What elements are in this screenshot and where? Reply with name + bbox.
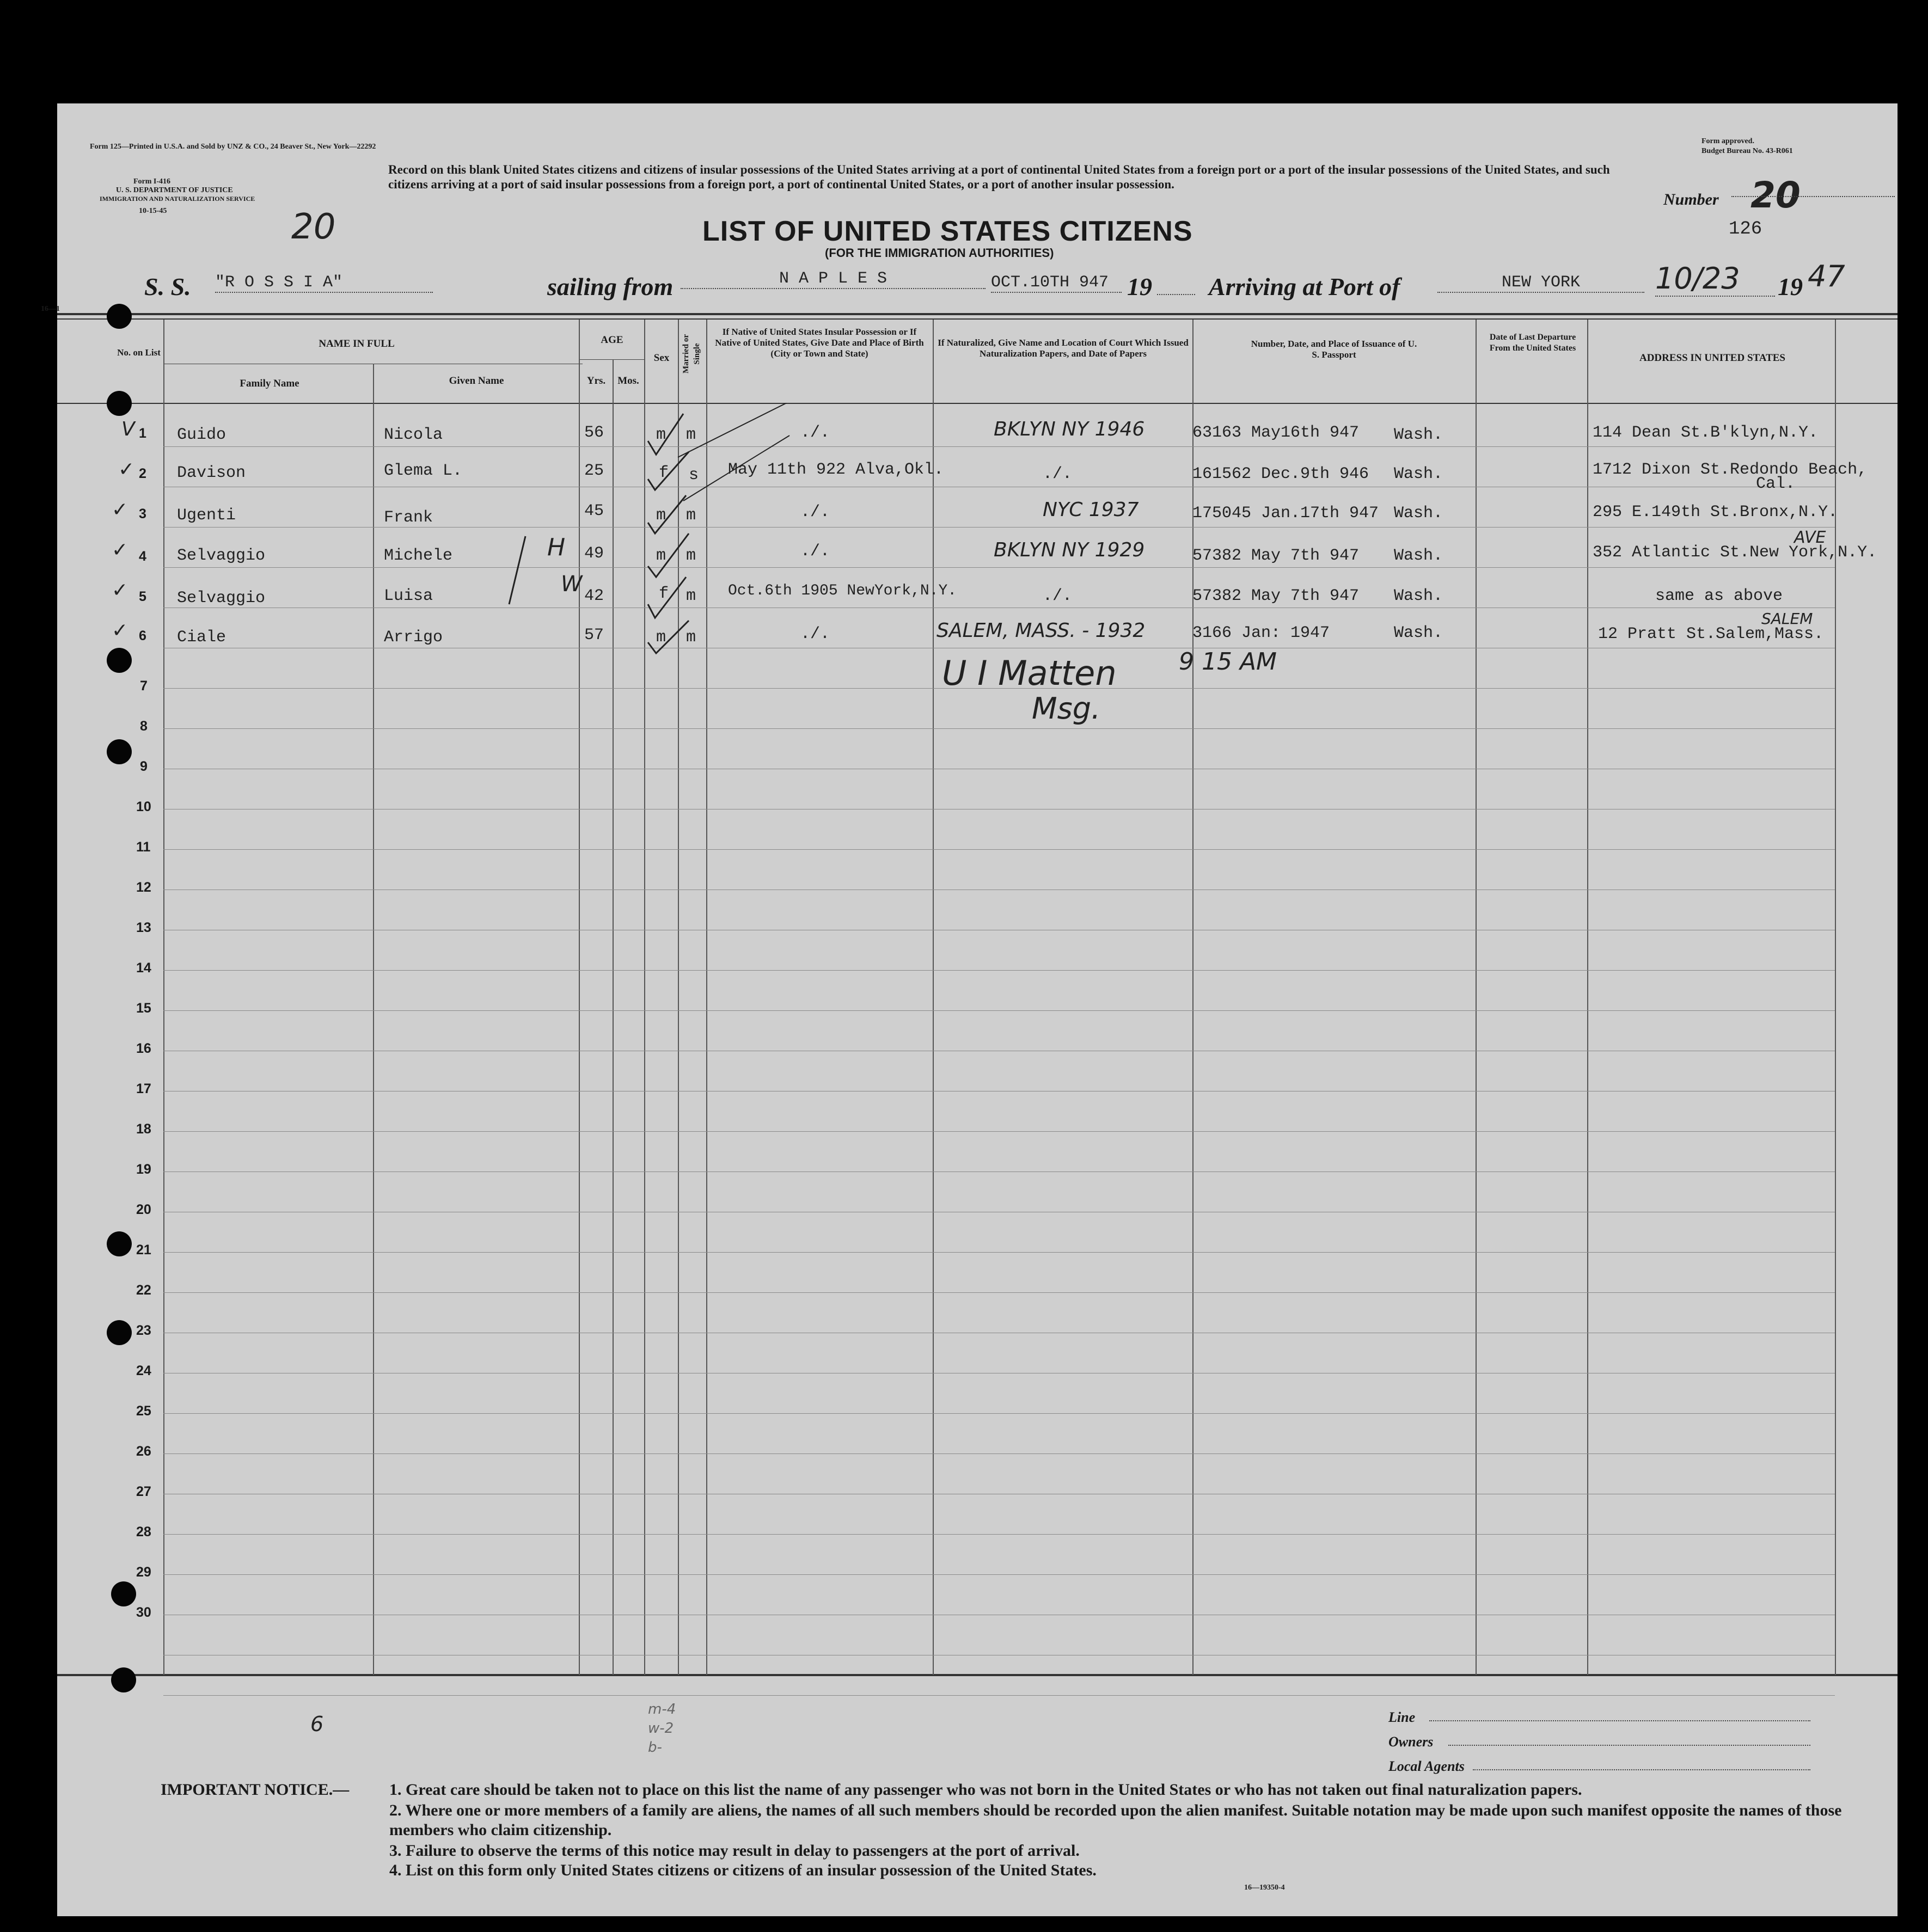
col-header-yrs: Yrs. xyxy=(586,375,606,387)
passport-place: Wash. xyxy=(1394,587,1443,605)
line-label: Line xyxy=(1388,1709,1416,1725)
row-number: 16 xyxy=(136,1041,151,1056)
row-number: 28 xyxy=(136,1524,151,1540)
family-name: Ciale xyxy=(177,628,227,647)
row-rule xyxy=(163,1292,1835,1293)
page-title: LIST OF UNITED STATES CITIZENS xyxy=(702,216,1193,247)
row-number: 21 xyxy=(136,1242,151,1258)
row-number: 11 xyxy=(136,839,151,855)
row-number: 15 xyxy=(136,1001,151,1016)
age-years: 56 xyxy=(584,424,604,442)
age-years: 45 xyxy=(584,502,604,520)
total-count: 6 xyxy=(310,1712,324,1736)
department: U. S. DEPARTMENT OF JUSTICE xyxy=(116,186,233,194)
row-rule xyxy=(163,970,1835,971)
arrival-year-prefix: 19 xyxy=(1778,273,1803,300)
check-marks xyxy=(645,403,798,659)
naturalization: BKLYN NY 1929 xyxy=(994,539,1145,561)
row-rule xyxy=(163,1413,1835,1414)
passport: 63163 May16th 947 xyxy=(1192,424,1360,442)
row-rule xyxy=(163,1252,1835,1253)
col-header-address: ADDRESS IN UNITED STATES xyxy=(1639,352,1785,364)
address-line-2: Cal. xyxy=(1756,475,1796,493)
col-header-age: AGE xyxy=(601,334,623,346)
age-years: 42 xyxy=(584,587,604,605)
form-number: Form I-416 xyxy=(133,177,171,186)
sex: f xyxy=(659,464,669,482)
family-mark: H xyxy=(547,533,566,561)
ss-label: S. S. xyxy=(144,273,191,300)
line-blank xyxy=(1429,1720,1810,1721)
row-number: 19 xyxy=(136,1162,151,1177)
row-check: ✓ xyxy=(112,539,128,561)
sailing-label: sailing from xyxy=(547,273,674,300)
col-header-no: No. on List xyxy=(117,347,161,358)
row-check: ✓ xyxy=(112,499,128,521)
row-number: 12 xyxy=(136,880,151,895)
given-name: Frank xyxy=(384,508,433,527)
inspection-time: 9 15 AM xyxy=(1179,648,1277,676)
sex: m xyxy=(656,506,666,525)
owners-label: Owners xyxy=(1388,1734,1434,1750)
row-rule xyxy=(163,1010,1835,1011)
row-number: 24 xyxy=(136,1363,151,1378)
instructions: Record on this blank United States citizens and citizens of insular possessions of the United States arriving at a port of continental United States from a foreign port or a port of the insular possessions of the United States, and such citizens arriving at a port of said insular possessions from a foreign port, a port of continental United States, or a port of another insular possession. xyxy=(388,163,1610,191)
binder-hole xyxy=(107,648,132,673)
passport-place: Wash. xyxy=(1394,465,1443,483)
col-header-sex: Sex xyxy=(653,352,670,364)
sex: m xyxy=(656,628,666,647)
row-number: 18 xyxy=(136,1121,151,1137)
row-rule xyxy=(163,728,1835,729)
passport: 57382 May 7th 947 xyxy=(1192,547,1360,565)
arrival-year: 47 xyxy=(1808,259,1845,293)
sex: m xyxy=(656,426,666,444)
agents-blank xyxy=(1473,1769,1810,1770)
row-rule xyxy=(163,1453,1835,1454)
naturalization: NYC 1937 xyxy=(1043,499,1139,521)
budget-bureau: Budget Bureau No. 43-R061 xyxy=(1701,147,1793,155)
native-birth: May 11th 922 Alva,Okl. xyxy=(728,461,944,479)
passport: 161562 Dec.9th 946 xyxy=(1192,465,1369,483)
row-number: 10 xyxy=(136,799,151,814)
table-row xyxy=(57,458,1898,491)
native-birth: ./. xyxy=(800,625,830,643)
marital-status: s xyxy=(689,466,699,484)
row-number: 25 xyxy=(136,1403,151,1419)
header-bottom-rule xyxy=(57,403,1898,404)
age-years: 57 xyxy=(584,626,604,645)
col-header-mos: Mos. xyxy=(617,375,639,387)
row-check: V xyxy=(121,418,135,440)
native-birth: Oct.6th 1905 NewYork,N.Y. xyxy=(728,582,957,599)
row-number: 2 xyxy=(139,466,146,481)
manifest-page xyxy=(41,103,1898,1916)
row-rule xyxy=(163,1695,1835,1696)
family-name: Davison xyxy=(177,464,246,482)
row-number: 1 xyxy=(139,426,146,441)
row-check: ✓ xyxy=(118,458,135,481)
naturalization: ./. xyxy=(1043,587,1073,605)
row-number: 30 xyxy=(136,1605,151,1620)
number-value: 20 xyxy=(1750,174,1801,216)
address: 352 Atlantic St.New York,N.Y. xyxy=(1593,543,1877,562)
notice-4: 4. List on this form only United States citizens or citizens of an insular possession of the United States. xyxy=(389,1861,1097,1879)
family-bracket xyxy=(504,533,531,610)
row-number: 20 xyxy=(136,1202,151,1217)
binder-hole xyxy=(107,1320,132,1345)
owners-blank xyxy=(1448,1745,1810,1746)
marital-status: m xyxy=(686,426,696,444)
table-top-rule-2 xyxy=(57,318,1898,320)
binder-hole xyxy=(107,304,132,329)
passport-place: Wash. xyxy=(1394,504,1443,523)
row-check: ✓ xyxy=(112,579,128,602)
row-rule xyxy=(163,1574,1835,1575)
arriving-label: Arriving at Port of xyxy=(1209,273,1400,300)
family-name: Guido xyxy=(177,426,227,444)
row-number: 7 xyxy=(140,678,148,694)
salem-correction: SALEM xyxy=(1761,610,1813,628)
inspector-signature: U I Matten xyxy=(942,653,1117,693)
row-number: 27 xyxy=(136,1484,151,1499)
margin-code: 16—1 xyxy=(41,305,60,313)
passport-place: Wash. xyxy=(1394,426,1443,444)
year-blank xyxy=(1157,283,1195,295)
family-name: Selvaggio xyxy=(177,589,266,608)
marital-status: m xyxy=(686,547,696,565)
notice-1: 1. Great care should be taken not to place on this list the name of any passenger who was not born in the United States or who has not taken out final naturalization papers. xyxy=(389,1781,1582,1799)
family-mark-2: W xyxy=(561,572,583,597)
col-header-given-name: Given Name xyxy=(449,375,504,387)
native-birth: ./. xyxy=(800,503,830,522)
row-number: 29 xyxy=(136,1565,151,1580)
notice-3: 3. Failure to observe the terms of this notice may result in delay to passengers at the port of arrival. xyxy=(389,1842,1080,1860)
year-label: 19 xyxy=(1127,273,1152,300)
passport-place: Wash. xyxy=(1394,547,1443,565)
tally-w: w-2 xyxy=(648,1720,674,1737)
tally-m: m-4 xyxy=(648,1701,676,1718)
number-label: Number xyxy=(1663,191,1719,208)
port-to: NEW YORK xyxy=(1437,273,1644,293)
sex: f xyxy=(659,585,669,603)
row-number: 8 xyxy=(140,719,148,734)
service: IMMIGRATION AND NATURALIZATION SERVICE xyxy=(100,195,255,203)
address: 114 Dean St.B'klyn,N.Y. xyxy=(1593,424,1819,442)
col-header-native: If Native of United States Insular Possession or If Native of United States, Give Date and Place of Birth (City or Town and State) xyxy=(715,327,924,359)
page-subtitle: (FOR THE IMMIGRATION AUTHORITIES) xyxy=(825,246,1054,260)
passport: 175045 Jan.17th 947 xyxy=(1192,504,1379,523)
binder-hole xyxy=(111,1667,136,1692)
given-name: Luisa xyxy=(384,587,433,605)
row-number: 26 xyxy=(136,1444,151,1459)
inspector-initials: Msg. xyxy=(1032,691,1101,726)
binder-hole xyxy=(107,1231,132,1256)
tally-b: b- xyxy=(648,1739,662,1756)
row-check: ✓ xyxy=(112,620,128,642)
col-header-family-name: Family Name xyxy=(240,378,299,389)
ship-name: "R O S S I A" xyxy=(215,273,433,293)
marital-status: m xyxy=(686,587,696,605)
passport: 57382 May 7th 947 xyxy=(1192,587,1360,605)
col-header-passport: Number, Date, and Place of Issuance of U. S. Passport xyxy=(1251,339,1417,360)
col-header-married: Married or Single xyxy=(682,334,701,374)
stamp-number: 126 xyxy=(1729,219,1762,240)
passport: 3166 Jan: 1947 xyxy=(1192,624,1330,642)
table-bottom-rule xyxy=(57,1674,1898,1676)
col-header-departure: Date of Last Departure From the United States xyxy=(1489,333,1576,353)
address: 295 E.149th St.Bronx,N.Y. xyxy=(1593,503,1838,522)
table-row xyxy=(57,418,1898,451)
table-top-rule xyxy=(57,313,1898,315)
row-number: 14 xyxy=(136,960,151,976)
row-rule xyxy=(163,1131,1835,1132)
family-name: Ugenti xyxy=(177,506,236,525)
row-number: 9 xyxy=(140,759,148,774)
binder-hole xyxy=(107,391,132,416)
binder-hole xyxy=(107,739,132,764)
age-years: 25 xyxy=(584,462,604,480)
notice-2: 2. Where one or more members of a family are aliens, the names of all such members should be recorded upon the alien manifest. Suitable notation may be made upon such manifest opposite the names of those members who claim citizenship. xyxy=(389,1801,1842,1839)
row-number: 4 xyxy=(139,549,146,564)
arrival-date: 10/23 xyxy=(1655,261,1775,297)
row-rule xyxy=(163,1534,1835,1535)
form-approved: Form approved. xyxy=(1701,137,1754,145)
given-name: Glema L. xyxy=(384,462,463,480)
form-date: 10-15-45 xyxy=(139,207,167,215)
age-years: 49 xyxy=(584,544,604,563)
marital-status: m xyxy=(686,506,696,525)
port-from: N A P L E S xyxy=(681,269,986,289)
notice-title: IMPORTANT NOTICE.— xyxy=(161,1781,350,1799)
row-number: 23 xyxy=(136,1323,151,1338)
given-name: Arrigo xyxy=(384,628,443,647)
table-row xyxy=(57,499,1898,531)
form-print-line: Form 125—Printed in U.S.A. and Sold by UNZ & CO., 24 Beaver St., New York—22292 xyxy=(90,143,376,151)
date-from: OCT.10TH 947 xyxy=(991,273,1122,293)
col-header-naturalized: If Naturalized, Give Name and Location of Court Which Issued Naturalization Papers, and Date of Papers xyxy=(938,338,1189,359)
row-number: 6 xyxy=(139,628,146,643)
row-number: 17 xyxy=(136,1081,151,1096)
table-row xyxy=(57,620,1898,652)
binder-hole xyxy=(111,1581,136,1606)
number-underline xyxy=(1731,196,1895,197)
sex: m xyxy=(656,547,666,565)
given-name: Michele xyxy=(384,547,453,565)
row-number: 13 xyxy=(136,920,151,935)
row-number: 5 xyxy=(139,589,146,604)
col-header-name-in-full: NAME IN FULL xyxy=(319,338,395,349)
naturalization: SALEM, MASS. - 1932 xyxy=(937,620,1146,642)
address: 12 Pratt St.Salem,Mass. xyxy=(1598,625,1824,643)
ave-correction: AVE xyxy=(1794,528,1826,547)
native-birth: ./. xyxy=(800,542,830,561)
native-birth: ./. xyxy=(800,424,830,442)
print-code: 16—19350-4 xyxy=(1244,1884,1285,1892)
family-name: Selvaggio xyxy=(177,547,266,565)
row-number: 22 xyxy=(136,1283,151,1298)
naturalization: ./. xyxy=(1043,465,1073,483)
naturalization: BKLYN NY 1946 xyxy=(994,418,1145,440)
passport-place: Wash. xyxy=(1394,624,1443,642)
row-rule xyxy=(163,849,1835,850)
table-row xyxy=(57,539,1898,572)
handwritten-page-number: 20 xyxy=(291,207,336,247)
address: same as above xyxy=(1655,587,1783,605)
marital-status: m xyxy=(686,628,696,647)
row-number: 3 xyxy=(139,506,146,522)
agents-label: Local Agents xyxy=(1388,1758,1465,1774)
address: 1712 Dixon St.Redondo Beach, xyxy=(1593,461,1868,479)
given-name: Nicola xyxy=(384,426,443,444)
table-row xyxy=(57,579,1898,612)
